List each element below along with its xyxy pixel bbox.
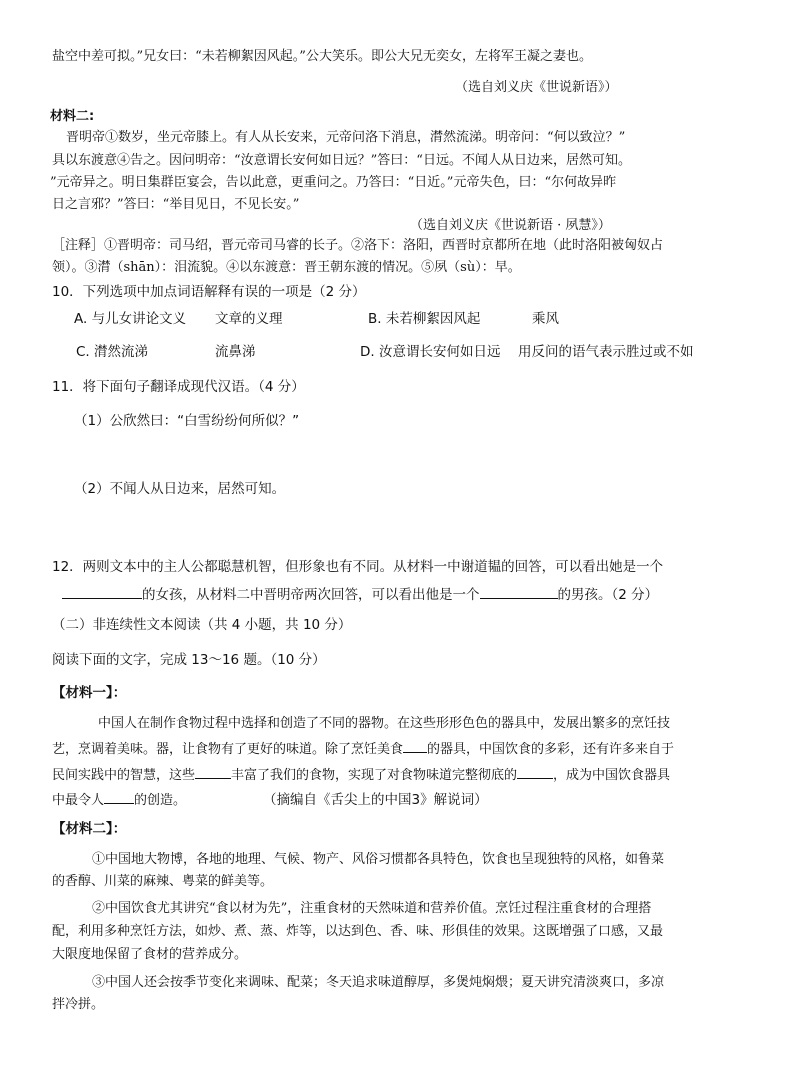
text-line: 配，利用多种烹饪方法，如炒、煮、蒸、炸等，以达到色、香、味、形俱佳的效果。这既增强了口感，又最 (52, 924, 664, 939)
text-line: 晋明帝①数岁，坐元帝膝上。有人从长安来，元帝问洛下消息，潸然流涕。明帝问：“何以致泣？” (66, 130, 626, 145)
question-12-line-2 (62, 586, 658, 604)
text-line (52, 740, 674, 759)
answer-blank[interactable] (480, 586, 558, 599)
sentence-1: （1）公欣然曰：“白雪纷纷何所似？” (74, 413, 300, 429)
text-line: ②中国饮食尤其讲究“食以材为先”，注重食材的天然味道和营养价值。烹饪过程注重食材的合理搭 (92, 901, 652, 916)
annotation-line: 领）。③潸（shān）：泪流貌。④以东渡意：晋王朝东渡的情况。⑤夙（sù）：早。 (52, 260, 521, 275)
option-a[interactable]: A. 与儿女讲论文义 (74, 311, 187, 327)
text-line: ①中国地大物博，各地的地理、气候、物产、风俗习惯都各具特色，饮食也呈现独特的风格，如鲁菜 (92, 852, 665, 867)
annotation-line: ［注释］①晋明帝：司马绍，晋元帝司马睿的长子。②洛下：洛阳，西晋时京都所在地（此时洛阳被匈奴占 (52, 238, 664, 253)
source-citation: （选自刘义庆《世说新语 · 夙慧》） (410, 218, 611, 233)
source-citation: （选自刘义庆《世说新语》） (455, 80, 618, 95)
answer-blank[interactable] (62, 586, 142, 599)
option-d-definition: 用反问的语气表示胜过或不如 (518, 344, 694, 360)
text-segment: 的创造。 (134, 793, 187, 808)
section-title: （二）非连续性文本阅读（共 4 小题，共 10 分） (52, 617, 352, 633)
option-c-definition: 流鼻涕 (215, 344, 256, 360)
material-heading: 【材料二】： (52, 821, 127, 837)
text-line: 中国人在制作食物过程中选择和创造了不同的器物。在这些形形色色的器具中，发展出繁多的烹饪技 (98, 716, 671, 731)
option-b[interactable]: B. 未若柳絮因风起 (368, 311, 481, 327)
answer-blank[interactable] (195, 766, 231, 779)
option-d[interactable]: D. 汝意谓长安何如日远 (360, 344, 501, 360)
question-11-stem: 11．将下面句子翻译成现代汉语。（4 分） (52, 379, 305, 395)
text-segment: 丰富了我们的食物，实现了对食物味道完整彻底的 (231, 768, 518, 783)
text-line: 大限度地保留了食材的营养成分。 (52, 947, 248, 962)
question-12-line: 12．两则文本中的主人公都聪慧机智，但形象也有不同。从材料一中谢道韫的回答，可以看出她是一个 (52, 559, 664, 575)
text-segment: 的男孩。（2 分） (557, 587, 659, 603)
text-line: 具以东渡意④告之。因问明帝：“汝意谓长安何如日远？”答曰：“日远。不闻人从日边来，居然可知。 (52, 153, 631, 168)
section-instruction: 阅读下面的文字，完成 13～16 题。（10 分） (52, 652, 326, 668)
sentence-2: （2）不闻人从日边来，居然可知。 (74, 481, 286, 497)
text-segment: 艺，烹调着美味。器，让食物有了更好的味道。除了烹饪美食 (52, 742, 404, 757)
text-line: 的香醇、川菜的麻辣、粤菜的鲜美等。 (52, 874, 274, 889)
option-b-definition: 乘风 (532, 311, 559, 327)
text-line (52, 791, 186, 810)
text-segment: 民间实践中的智慧，这些 (52, 768, 196, 783)
text-line: ③中国人还会按季节变化来调味、配菜；冬天追求味道醇厚，多煲炖焖煨；夏天讲究清淡爽口，多凉 (92, 975, 665, 990)
text-segment: 中最令人 (52, 793, 105, 808)
material-heading: 【材料一】： (52, 685, 127, 701)
option-c[interactable]: C. 潸然流涕 (76, 344, 149, 360)
question-10-stem: 10．下列选项中加点词语解释有误的一项是（2 分） (52, 284, 366, 300)
text-segment: ，成为中国饮食器具 (553, 768, 671, 783)
option-a-definition: 文章的义理 (215, 311, 283, 327)
text-line (52, 766, 670, 785)
answer-blank[interactable] (403, 740, 427, 753)
text-segment: 的器具，中国饮食的多彩，还有许多来自于 (427, 742, 675, 757)
text-line: 拌冷拼。 (52, 997, 105, 1012)
answer-blank[interactable] (104, 791, 134, 804)
material-heading: 材料二: (50, 109, 95, 124)
text-line: ”元帝异之。明日集群臣宴会，告以此意，更重问之。乃答曰：“日近。”元帝失色，曰：“尔何故异昨 (50, 175, 617, 190)
text-line: 盐空中差可拟。”兄女曰：“未若柳絮因风起。”公大笑乐。即公大兄无奕女，左将军王凝之妻也。 (52, 49, 592, 64)
source-citation: （摘编自《舌尖上的中国3》解说词） (263, 792, 488, 808)
text-segment: 的女孩，从材料二中晋明帝两次回答，可以看出他是一个 (142, 587, 480, 603)
text-line: 日之言邪？”答曰：“举目见日，不见长安。” (52, 197, 300, 212)
answer-blank[interactable] (517, 766, 553, 779)
